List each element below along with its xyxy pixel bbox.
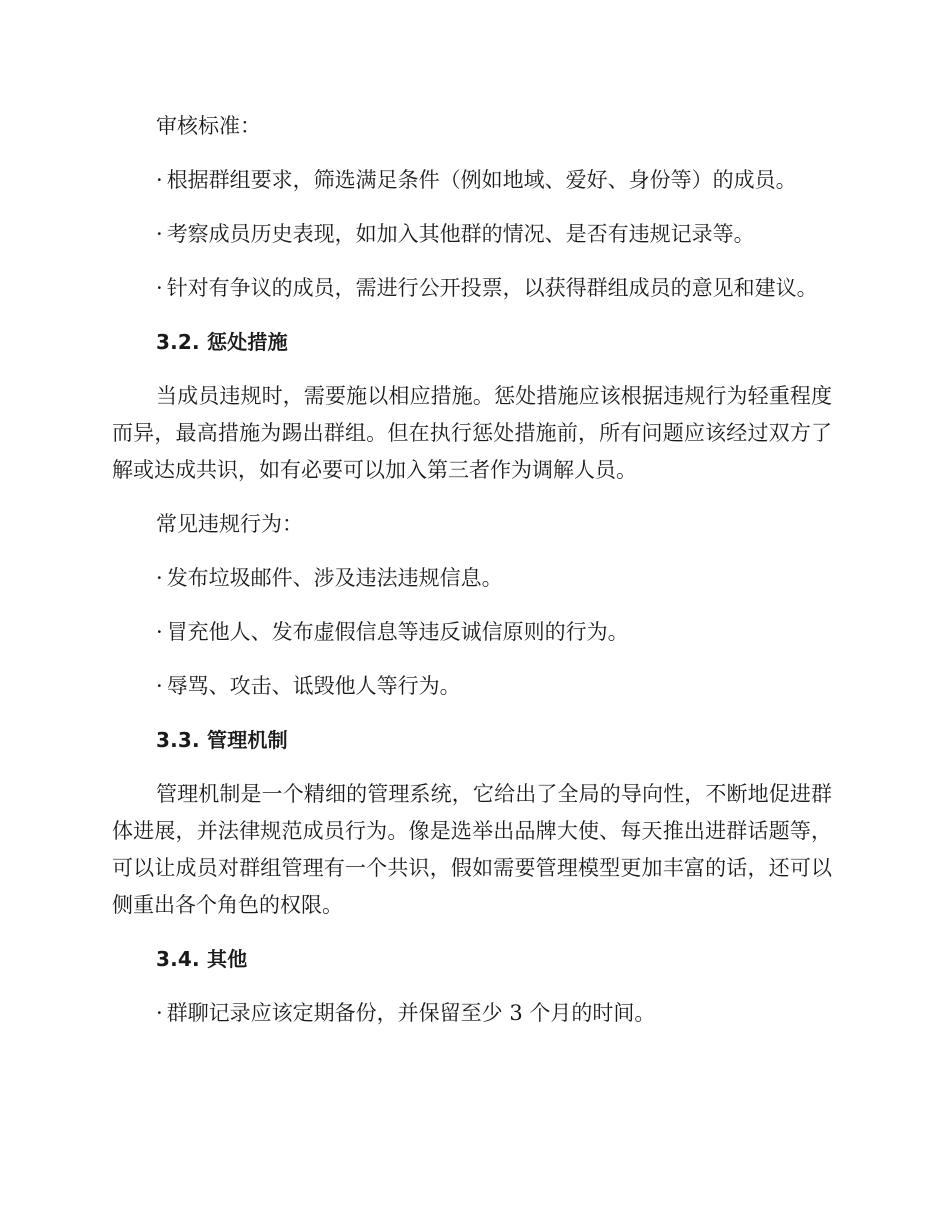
violation-item-text: 冒充他人、发布虚假信息等违反诚信原则的行为。 (166, 620, 629, 644)
review-item-text: 考察成员历史表现，如加入其他群的情况、是否有违规记录等。 (166, 222, 755, 246)
other-item (112, 995, 832, 1032)
bullet-mark: · (156, 674, 163, 698)
bullet-mark: · (156, 1001, 163, 1025)
bullet-mark: · (156, 222, 163, 246)
review-item-text: 根据群组要求，筛选满足条件（例如地域、爱好、身份等）的成员。 (166, 168, 797, 192)
violation-item (112, 560, 832, 597)
violation-item (112, 668, 832, 705)
bullet-mark: · (156, 276, 163, 300)
section-3-3-paragraph: 管理机制是一个精细的管理系统，它给出了全局的导向性，不断地促进群体进展，并法律规范成员行为。像是选举出品牌大使、每天推出进群话题等，可以让成员对群组管理有一个共识，假如需要管理模型更加丰富的话，还可以侧重出各个角色的权限。 (112, 782, 832, 917)
review-criteria-label: 审核标准： (156, 114, 261, 138)
section-3-2-paragraph: 当成员违规时，需要施以相应措施。惩处措施应该根据违规行为轻重程度而异，最高措施为踢出群组。但在执行惩处措施前，所有问题应该经过双方了解或达成共识，如有必要可以加入第三者作为调解人员。 (112, 384, 832, 482)
bullet-mark: · (156, 620, 163, 644)
violation-item-text: 辱骂、攻击、诋毁他人等行为。 (166, 674, 461, 698)
other-item-text: 群聊记录应该定期备份，并保留至少 3 个月的时间。 (166, 1001, 656, 1025)
bullet-mark: · (156, 566, 163, 590)
document-page (112, 108, 832, 1049)
review-item (112, 162, 832, 199)
violation-item-text: 发布垃圾邮件、涉及违法违规信息。 (166, 566, 503, 590)
violations-label: 常见违规行为： (156, 512, 303, 536)
review-item (112, 216, 832, 253)
section-heading-3-3: 3.3. 管理机制 (156, 728, 288, 752)
section-heading-3-2: 3.2. 惩处措施 (156, 330, 288, 354)
violation-item (112, 614, 832, 651)
review-item-text: 针对有争议的成员，需进行公开投票，以获得群组成员的意见和建议。 (166, 276, 818, 300)
bullet-mark: · (156, 168, 163, 192)
section-heading-3-4: 3.4. 其他 (156, 947, 248, 971)
review-item (112, 270, 832, 307)
